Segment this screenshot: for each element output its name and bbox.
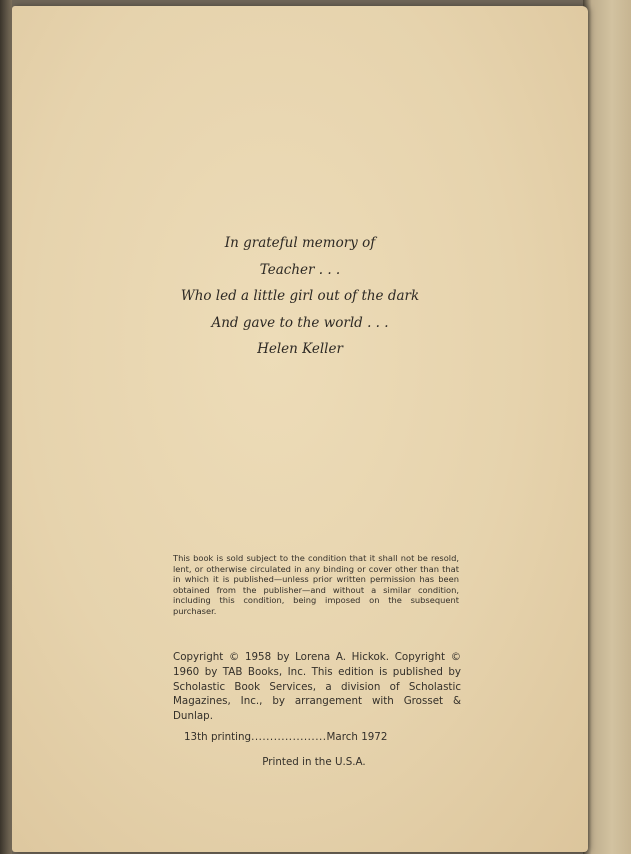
dedication-signature: Helen Keller xyxy=(257,341,343,357)
dedication-line-1: In grateful memory of xyxy=(224,235,376,251)
printing-line xyxy=(184,730,450,744)
resale-notice: This book is sold subject to the condition that it shall not be resold, lent, or otherwise circulated in any binding or cover other than that in which it is published—unless prior written permission has been obtained from the publisher—and without a similar condition, including this condition, being imposed on the subsequent purchaser. xyxy=(173,553,459,616)
dedication-line-3: Who led a little girl out of the dark xyxy=(180,288,420,304)
copyright-notice: Copyright © 1958 by Lorena A. Hickok. Copyright © 1960 by TAB Books, Inc. This edition is published by Scholastic Book Services, a division of Scholastic Magazines, Inc., by arrangement with Grosset & Dunlap. xyxy=(173,651,461,723)
printing-leader-dots: .................... xyxy=(251,731,327,743)
adjacent-page-edge xyxy=(583,0,631,854)
printing-label: 13th printing xyxy=(184,731,252,743)
dedication xyxy=(152,230,448,363)
dedication-line-2: Teacher . . . xyxy=(259,261,341,278)
book-page xyxy=(12,6,588,852)
printed-in: Printed in the U.S.A. xyxy=(262,756,366,768)
book-left-edge xyxy=(0,0,12,854)
dedication-line-4: And gave to the world . . . xyxy=(211,314,389,331)
printing-date: March 1972 xyxy=(326,731,388,743)
